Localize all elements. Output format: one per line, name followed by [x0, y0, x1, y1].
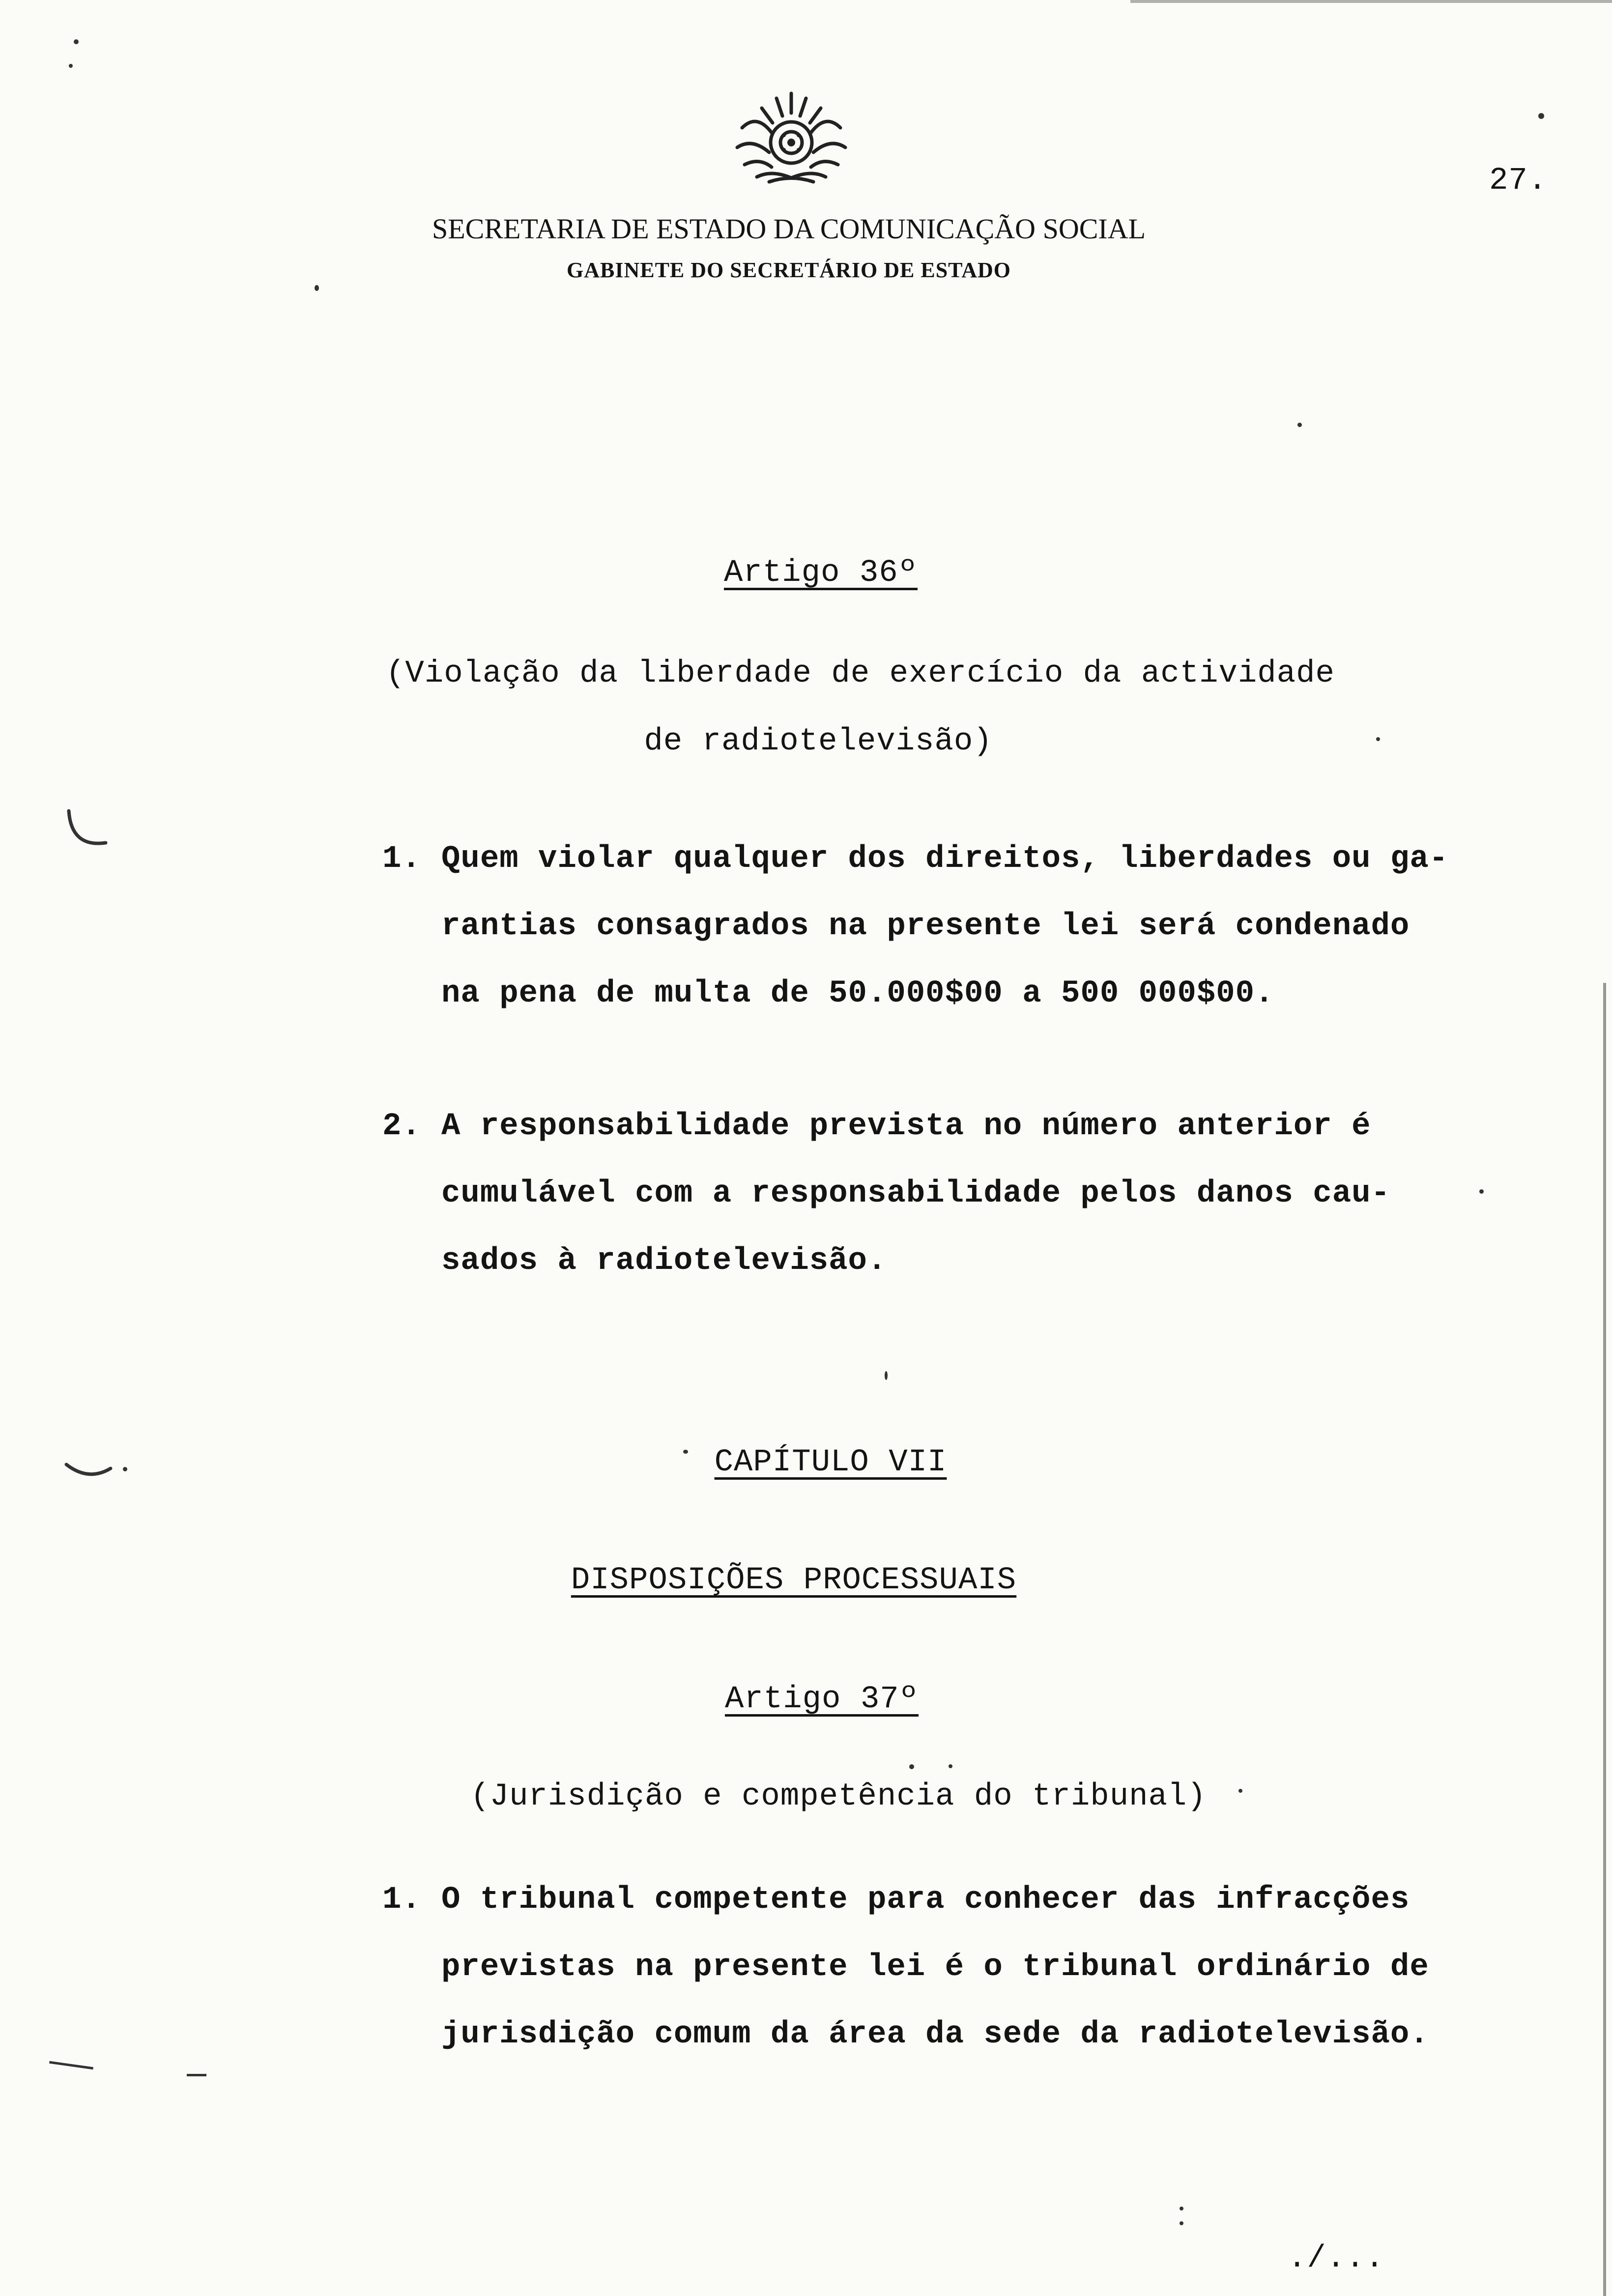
office-subtitle: GABINETE DO SECRETÁRIO DE ESTADO	[566, 258, 1011, 282]
item-number: 2.	[382, 1109, 421, 1144]
chapter-heading: CAPÍTULO VII	[714, 1445, 947, 1480]
chapter-subheading: DISPOSIÇÕES PROCESSUAIS	[571, 1563, 1017, 1598]
item-text-line: rantias consagrados na presente lei será condenado	[441, 909, 1410, 944]
scan-speck	[187, 2074, 206, 2076]
item-text-line: cumulável com a responsabilidade pelos danos cau-	[441, 1176, 1390, 1211]
item-text-line: A responsabilidade prevista no número anterior é	[441, 1109, 1371, 1144]
scan-speck	[49, 2061, 93, 2069]
item-text-line: na pena de multa de 50.000$00 a 500 000$00.	[441, 976, 1274, 1011]
page-number: 27.	[1489, 163, 1548, 199]
scan-speck	[69, 64, 73, 68]
coat-of-arms-emblem	[722, 84, 860, 187]
article-37-heading: Artigo 37º	[724, 1682, 919, 1717]
article-37-subtitle: (Jurisdição e competência do tribunal)	[470, 1779, 1207, 1814]
scan-speck	[1376, 737, 1380, 741]
scan-speck	[949, 1764, 952, 1768]
scan-speck	[1479, 1189, 1484, 1194]
item-text-line: previstas na presente lei é o tribunal ordinário de	[441, 1950, 1429, 1985]
scan-speck	[1180, 2221, 1183, 2225]
scan-speck	[1180, 2207, 1183, 2210]
item-text-line: sados à radiotelevisão.	[441, 1243, 887, 1279]
item-number: 1.	[382, 841, 421, 877]
scan-edge-line	[1130, 0, 1612, 3]
scan-speck	[123, 1467, 127, 1471]
punch-hole-arc	[59, 806, 118, 860]
item-text-line: O tribunal competente para conhecer das infracções	[441, 1882, 1410, 1918]
scan-speck	[1238, 1789, 1242, 1793]
article-36-subtitle-line1: (Violação da liberdade de exercício da actividade	[386, 656, 1335, 691]
item-text-line: jurisdição comum da área da sede da radiotelevisão.	[441, 2017, 1429, 2052]
scan-speck	[909, 1764, 914, 1769]
continuation-mark: ./...	[1288, 2241, 1385, 2276]
scan-speck	[885, 1371, 888, 1380]
article-36-heading: Artigo 36º	[723, 555, 918, 591]
scan-speck	[1538, 113, 1544, 119]
scan-speck	[683, 1450, 688, 1454]
ministry-title: SECRETARIA DE ESTADO DA COMUNICAÇÃO SOCIAL	[432, 213, 1146, 245]
article-36-subtitle-line2: de radiotelevisão)	[644, 724, 993, 759]
punch-hole-arc	[59, 1455, 133, 1489]
scan-speck	[1297, 423, 1302, 427]
scan-speck	[74, 39, 79, 44]
item-text-line: Quem violar qualquer dos direitos, liberdades ou ga-	[441, 841, 1449, 877]
scan-speck	[315, 285, 319, 291]
item-number: 1.	[382, 1882, 421, 1918]
scan-edge-line	[1603, 983, 1606, 2296]
